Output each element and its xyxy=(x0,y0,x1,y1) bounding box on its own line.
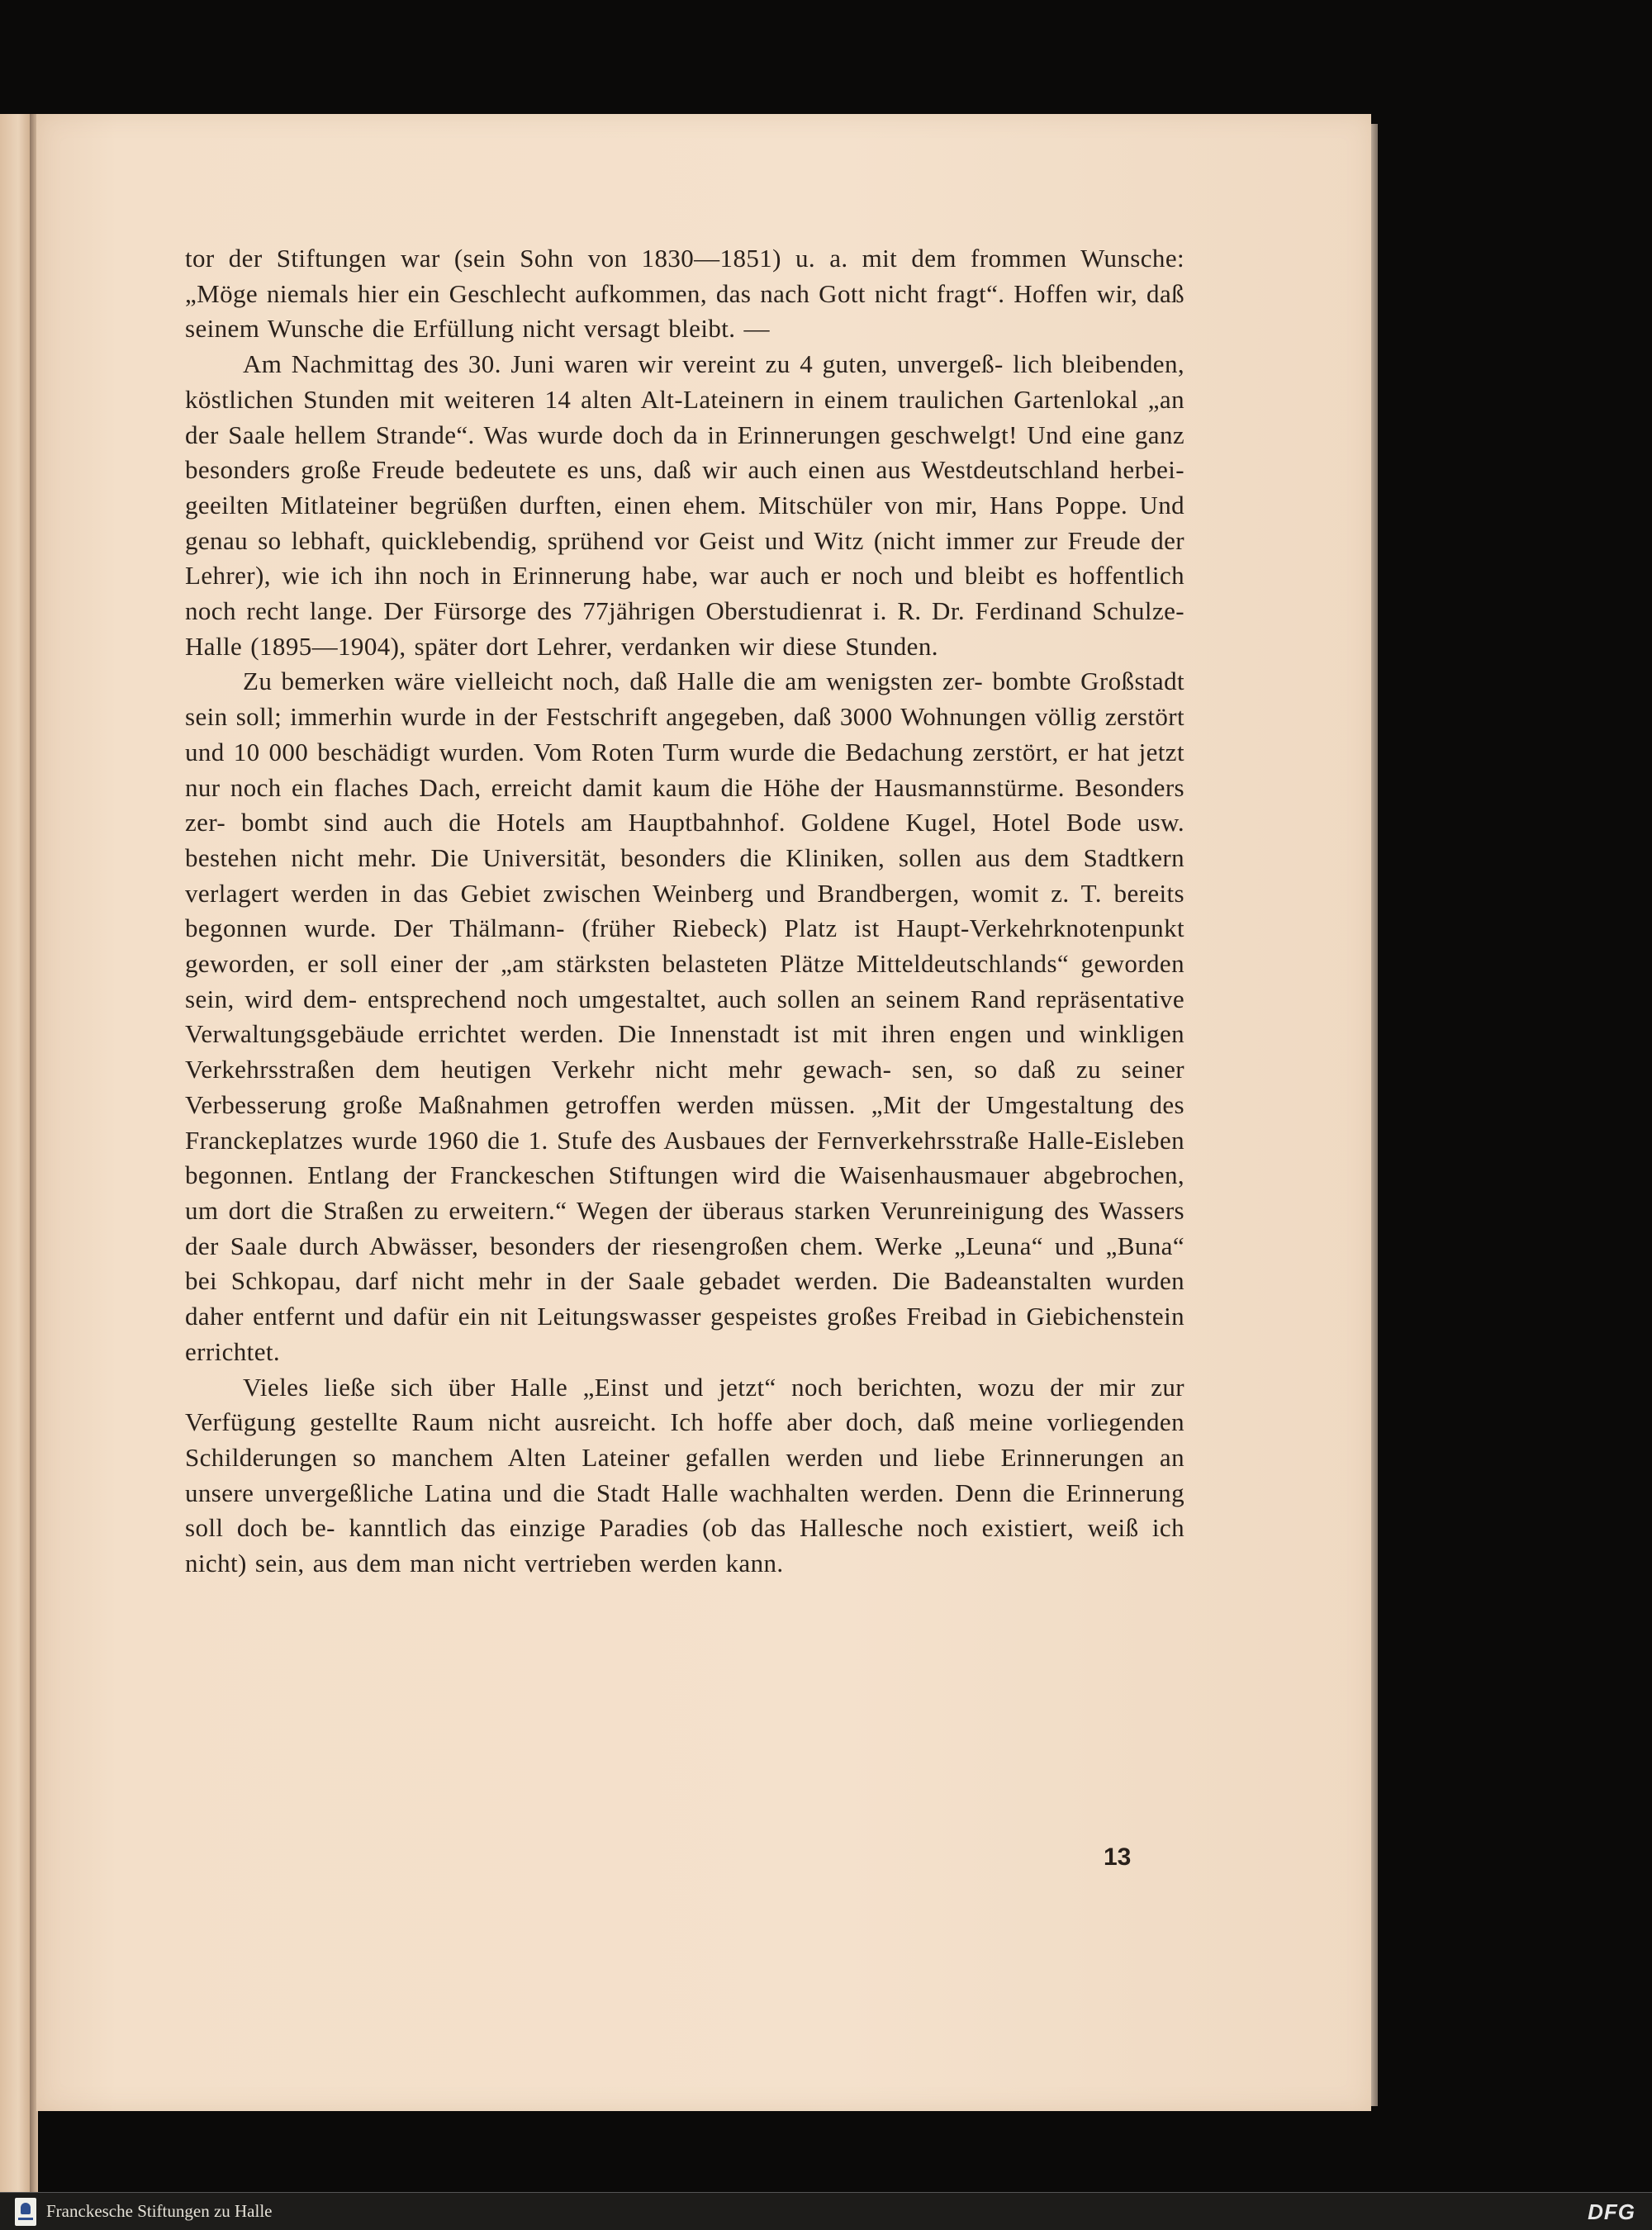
text-line: bombte Großstadt sein soll; immerhin wurde in der Festschrift angegeben, xyxy=(185,667,1184,732)
text-line: gebadet werden. Die Badeanstalten wurden daher entfernt und dafür ein xyxy=(185,1266,1185,1331)
text-line: Wunsche: „Möge niemals hier ein Geschlecht aufkommen, das nach Gott xyxy=(185,244,1185,308)
text-line: usw. bestehen nicht mehr. Die Universität, besonders die Kliniken, sollen xyxy=(185,808,1184,872)
text-line: daß 3000 Wohnungen völlig zerstört und 10 000 beschädigt wurden. Vom xyxy=(185,702,1184,766)
dfg-logo[interactable]: DFG xyxy=(1588,2199,1635,2224)
text-line: sen, so daß zu seiner Verbesserung große Maßnahmen getroffen werden xyxy=(185,1055,1184,1119)
text-line: Vieles ließe sich über Halle „Einst und jetzt“ noch berichten, wozu xyxy=(243,1372,1035,1402)
text-line: habe, war auch er noch und bleibt es hoffentlich noch recht lange. Der xyxy=(185,561,1184,626)
text-line: Dach, erreicht damit kaum die Höhe der Hausmannstürme. Besonders zer- xyxy=(185,772,1185,837)
text-line: bleibt. — xyxy=(668,314,770,344)
text-line: geeilten Mitlateiner begrüßen durften, einen ehem. Mitschüler von mir, xyxy=(185,490,978,520)
text-line: des Ausbaues der Fernverkehrsstraße Halle-Eisleben begonnen. Entlang der xyxy=(185,1125,1185,1190)
text-line: der mir zur Verfügung gestellte Raum nicht ausreicht. Ich hoffe aber xyxy=(185,1372,1184,1437)
text-line: Verwaltungsgebäude errichtet werden. Die Innenstadt ist mit ihren engen xyxy=(185,1019,1013,1049)
text-line: lich bleibenden, köstlichen Stunden mit weiteren 14 alten Alt-Lateinern xyxy=(185,349,1185,414)
text-line: doch da in Erinnerungen geschwelgt! Und eine ganz besonders große xyxy=(185,420,1185,485)
text-line: Franckeschen Stiftungen wird die Waisenhausmauer abgebrochen, um dort xyxy=(185,1160,1185,1225)
text-line: Brandbergen, womit z. T. bereits begonnen wurde. Der Thälmann- (früher xyxy=(185,878,1184,943)
text-line: gefallen werden und liebe Erinnerungen an unsere unvergeßliche Latina xyxy=(185,1442,1184,1507)
text-line: Riebeck) Platz ist Haupt-Verkehrknotenpunkt geworden, er soll einer der xyxy=(185,913,1184,979)
text-line: Zu bemerken wäre vielleicht noch, daß Halle die am wenigsten zer- xyxy=(243,667,984,696)
previous-page-edge xyxy=(0,114,33,2195)
francke-foundation-logo-icon[interactable] xyxy=(15,2198,36,2226)
text-line: entsprechend noch umgestaltet, auch sollen an seinem Rand repräsentative xyxy=(367,984,1184,1013)
text-line: Am Nachmittag des 30. Juni waren wir vereint zu 4 guten, unvergeß- xyxy=(243,349,1004,379)
institution-name[interactable]: Franckesche Stiftungen zu Halle xyxy=(46,2201,273,2221)
text-line: Witz (nicht immer zur Freude der Lehrer), wie ich ihn noch in Erinnerung xyxy=(185,525,1185,591)
text-line: nicht) sein, aus dem man nicht vertrieben werden kann. xyxy=(185,1549,784,1578)
text-line: nit Leitungswasser gespeistes großes Freibad in Giebichenstein errichtet. xyxy=(185,1302,1184,1366)
text-line: müssen. „Mit der Umgestaltung des Franckeplatzes wurde 1960 die 1. Stufe xyxy=(185,1089,1184,1155)
text-line: (1895—1904), später dort Lehrer, verdanken wir diese Stunden. xyxy=(250,631,938,661)
paragraph-4 xyxy=(185,1370,1184,1582)
text-line: und winkligen Verkehrsstraßen dem heutigen Verkehr nicht mehr gewach- xyxy=(185,1019,1185,1084)
text-line: und die Stadt Halle wachhalten werden. Denn die Erinnerung soll doch be- xyxy=(185,1478,1184,1543)
page-number: 13 xyxy=(1104,1843,1132,1871)
viewer-footer-bar xyxy=(0,2192,1652,2230)
text-line: Freude bedeutete es uns, daß wir auch einen aus Westdeutschland herbei- xyxy=(371,455,1185,485)
text-line: aus dem Stadtkern verlagert werden in das Gebiet zwischen Weinberg und xyxy=(185,842,1184,908)
body-text xyxy=(185,241,1184,1582)
text-line: in einem traulichen Gartenlokal „an der Saale hellem Strande“. Was wurde xyxy=(185,384,1184,449)
text-line: die Straßen zu erweitern.“ Wegen der überaus starken Verunreinigung des xyxy=(281,1195,1089,1225)
paragraph-3 xyxy=(185,664,1184,1369)
paragraph-1 xyxy=(185,241,1184,347)
text-line: „am stärksten belasteten Plätze Mitteldeutschlands“ geworden sein, wird dem- xyxy=(185,949,1184,1013)
text-line: doch, daß meine vorliegenden Schilderungen so manchem Alten Lateiner xyxy=(185,1407,1184,1472)
text-line: kanntlich das einzige Paradies (ob das Hallesche noch existiert, weiß ich xyxy=(349,1513,1184,1543)
text-line: bombt sind auch die Hotels am Hauptbahnhof. Goldene Kugel, Hotel Bode xyxy=(240,808,1122,837)
text-line: nicht fragt“. Hoffen wir, daß seinem Wunsche die Erfüllung nicht versagt xyxy=(185,278,1184,344)
text-line: Fürsorge des 77jährigen Oberstudienrat i. R. Dr. Ferdinand Schulze-Halle xyxy=(185,596,1184,661)
text-line: Werke „Leuna“ und „Buna“ bei Schkopau, darf nicht mehr in der Saale xyxy=(185,1231,1185,1296)
paragraph-2 xyxy=(185,347,1184,664)
page-stack-edge xyxy=(1371,124,1378,2106)
text-line: Wassers der Saale durch Abwässer, besonders der riesengroßen chem. xyxy=(185,1195,1185,1260)
text-line: Roten Turm wurde die Bedachung zerstört, er hat jetzt nur noch ein flaches xyxy=(185,737,1184,802)
text-line: Hans Poppe. Und genau so lebhaft, quicklebendig, sprühend vor Geist und xyxy=(185,490,1184,555)
text-line: tor der Stiftungen war (sein Sohn von 1830—1851) u. a. mit dem frommen xyxy=(185,244,1067,273)
